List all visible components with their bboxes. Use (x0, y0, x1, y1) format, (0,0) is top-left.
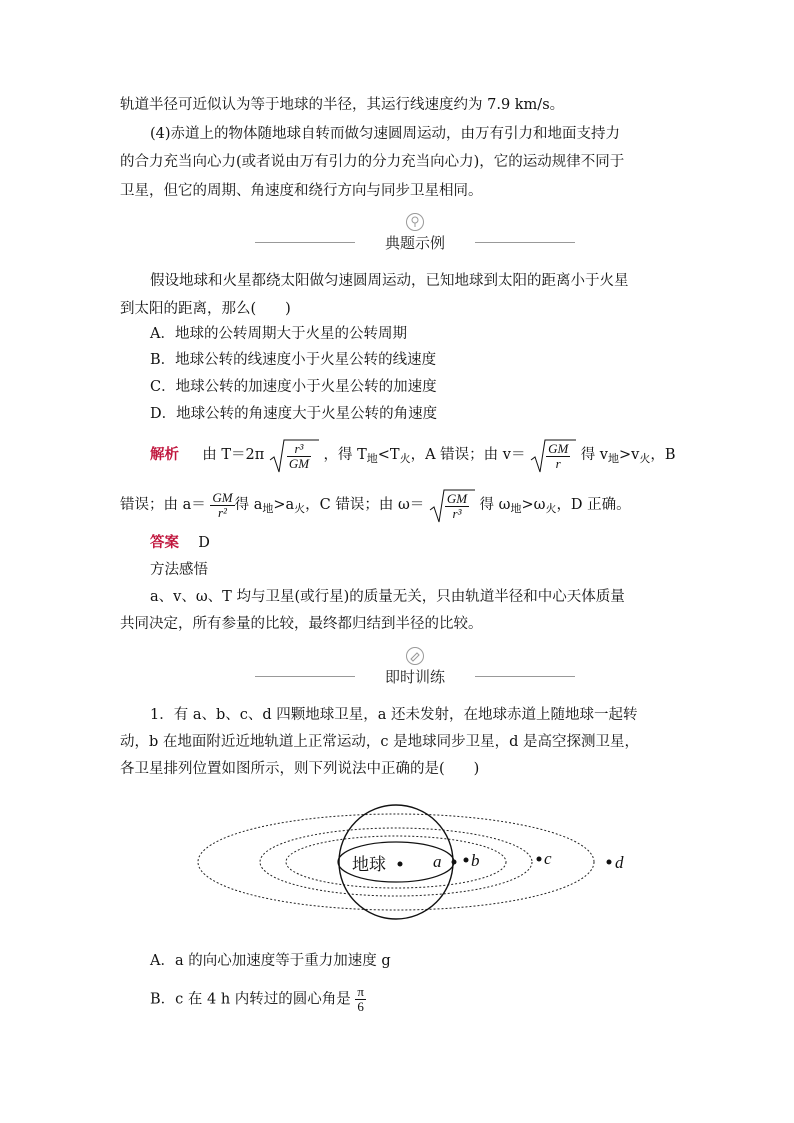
satellite-orbit-figure (192, 782, 632, 942)
intro-line-1: 轨道半径可近似认为等于地球的半径，其运行线速度约为 7.9 km/s。 (120, 97, 565, 113)
solution-text: >ω (521, 497, 546, 513)
option-b: B．地球公转的线速度小于火星公转的线速度 (150, 352, 437, 368)
example-question-line-1: 假设地球和火星都绕太阳做匀速圆周运动，已知地球到太阳的距离小于火星 (150, 273, 629, 289)
satellite-b-label: b (471, 851, 480, 870)
subscript: 火 (399, 452, 411, 465)
method-line-1: a、v、ω、T 均与卫星(或行星)的质量无关，只由轨道半径和中心天体质量 (150, 589, 625, 605)
subscript: 火 (545, 502, 557, 515)
question-1-option-b (150, 985, 366, 1014)
fraction (355, 985, 366, 1014)
answer-value: D (198, 535, 210, 551)
intro-line-2: (4)赤道上的物体随地球自转而做匀速圆周运动，由万有引力和地面支持力 (150, 126, 621, 142)
answer-label: 答案 (150, 534, 179, 551)
solution-line-1 (150, 440, 676, 470)
option-d: D．地球公转的角速度大于火星公转的角速度 (150, 406, 438, 422)
satellite-a-label: a (433, 852, 442, 871)
solution-text: ，A 错误；由 v＝ (410, 447, 526, 463)
question-1-line-1: 1．有 a、b、c、d 四颗地球卫星，a 还未发射，在地球赤道上随地球一起转 (150, 707, 638, 723)
fraction-numerator: GM (212, 489, 233, 505)
option-b-text: B．c 在 4 h 内转过的圆心角是 (150, 991, 351, 1008)
intro-line-4: 卫星，但它的周期、角速度和绕行方向与同步卫星相同。 (120, 183, 483, 199)
subscript: 火 (639, 452, 651, 465)
solution-text: 由 T＝2π (202, 447, 265, 463)
solution-text: 得 ω (479, 497, 511, 513)
solution-line-2 (120, 490, 631, 520)
answer-line (150, 532, 210, 554)
earth-center-dot (398, 862, 403, 867)
fraction-numerator: r³ (287, 442, 311, 457)
section-divider-examples (255, 212, 575, 252)
fraction-numerator: π (357, 984, 364, 999)
solution-text: 错误；由 a＝ (120, 497, 206, 513)
method-title: 方法感悟 (150, 562, 208, 578)
fraction (210, 491, 234, 520)
satellite-c-label: c (544, 849, 552, 868)
fraction-denominator: r² (218, 504, 227, 520)
method-line-2: 共同决定，所有参量的比较，最终都归结到半径的比较。 (120, 616, 483, 632)
divider-rule-right (475, 242, 575, 243)
satellite-c-dot (537, 857, 542, 862)
solution-text: >v (619, 447, 640, 463)
fraction-numerator: GM (548, 441, 569, 456)
subscript: 火 (294, 502, 306, 515)
subscript: 地 (366, 452, 378, 465)
option-a: A．地球的公转周期大于火星的公转周期 (150, 326, 407, 342)
sqrt-formula (269, 440, 319, 470)
solution-label: 解析 (150, 446, 179, 463)
subscript: 地 (608, 452, 620, 465)
satellite-b-dot (464, 858, 469, 863)
section-title: 即时训练 (384, 668, 445, 686)
fraction-numerator: GM (446, 491, 468, 506)
solution-text: 得 v (580, 447, 609, 463)
intro-line-3: 的合力充当向心力(或者说由万有引力的分力充当向心力)，它的运动规律不同于 (120, 154, 625, 170)
satellite-d-label: d (615, 853, 624, 872)
sqrt-formula (429, 490, 475, 520)
bulb-icon (405, 212, 425, 232)
solution-text: <T (377, 447, 400, 463)
question-1-line-2: 动，b 在地面附近近地轨道上正常运动，c 是地球同步卫星，d 是高空探测卫星， (120, 734, 640, 750)
fraction-denominator: r (555, 456, 561, 471)
question-1-line-3: 各卫星排列位置如图所示，则下列说法中正确的是( ) (120, 761, 480, 777)
solution-text: ，C 错误；由 ω＝ (305, 497, 425, 513)
earth-label: 地球 (352, 855, 386, 875)
section-title: 典题示例 (384, 234, 445, 252)
satellite-a-dot (452, 860, 457, 865)
solution-text: >a (273, 497, 295, 513)
solution-text: ，得 T (323, 447, 367, 463)
subscript: 地 (262, 502, 274, 515)
question-1-option-a: A．a 的向心加速度等于重力加速度 g (150, 953, 391, 969)
fraction-denominator: r³ (452, 506, 462, 521)
pencil-icon (405, 646, 425, 666)
solution-text: ，D 正确。 (556, 497, 631, 513)
solution-text: ，B (650, 447, 676, 463)
example-question-line-2: 到太阳的距离，那么( ) (120, 301, 291, 317)
sqrt-formula (530, 440, 576, 470)
satellite-d-dot (607, 860, 612, 865)
section-divider-practice (255, 646, 575, 686)
solution-text: 得 a (234, 497, 263, 513)
fraction-denominator: 6 (357, 999, 364, 1014)
fraction-denominator: GM (288, 456, 310, 471)
option-c: C．地球公转的加速度小于火星公转的加速度 (150, 379, 437, 395)
subscript: 地 (510, 502, 522, 515)
orbit-c (260, 828, 532, 896)
divider-rule-right (475, 676, 575, 677)
